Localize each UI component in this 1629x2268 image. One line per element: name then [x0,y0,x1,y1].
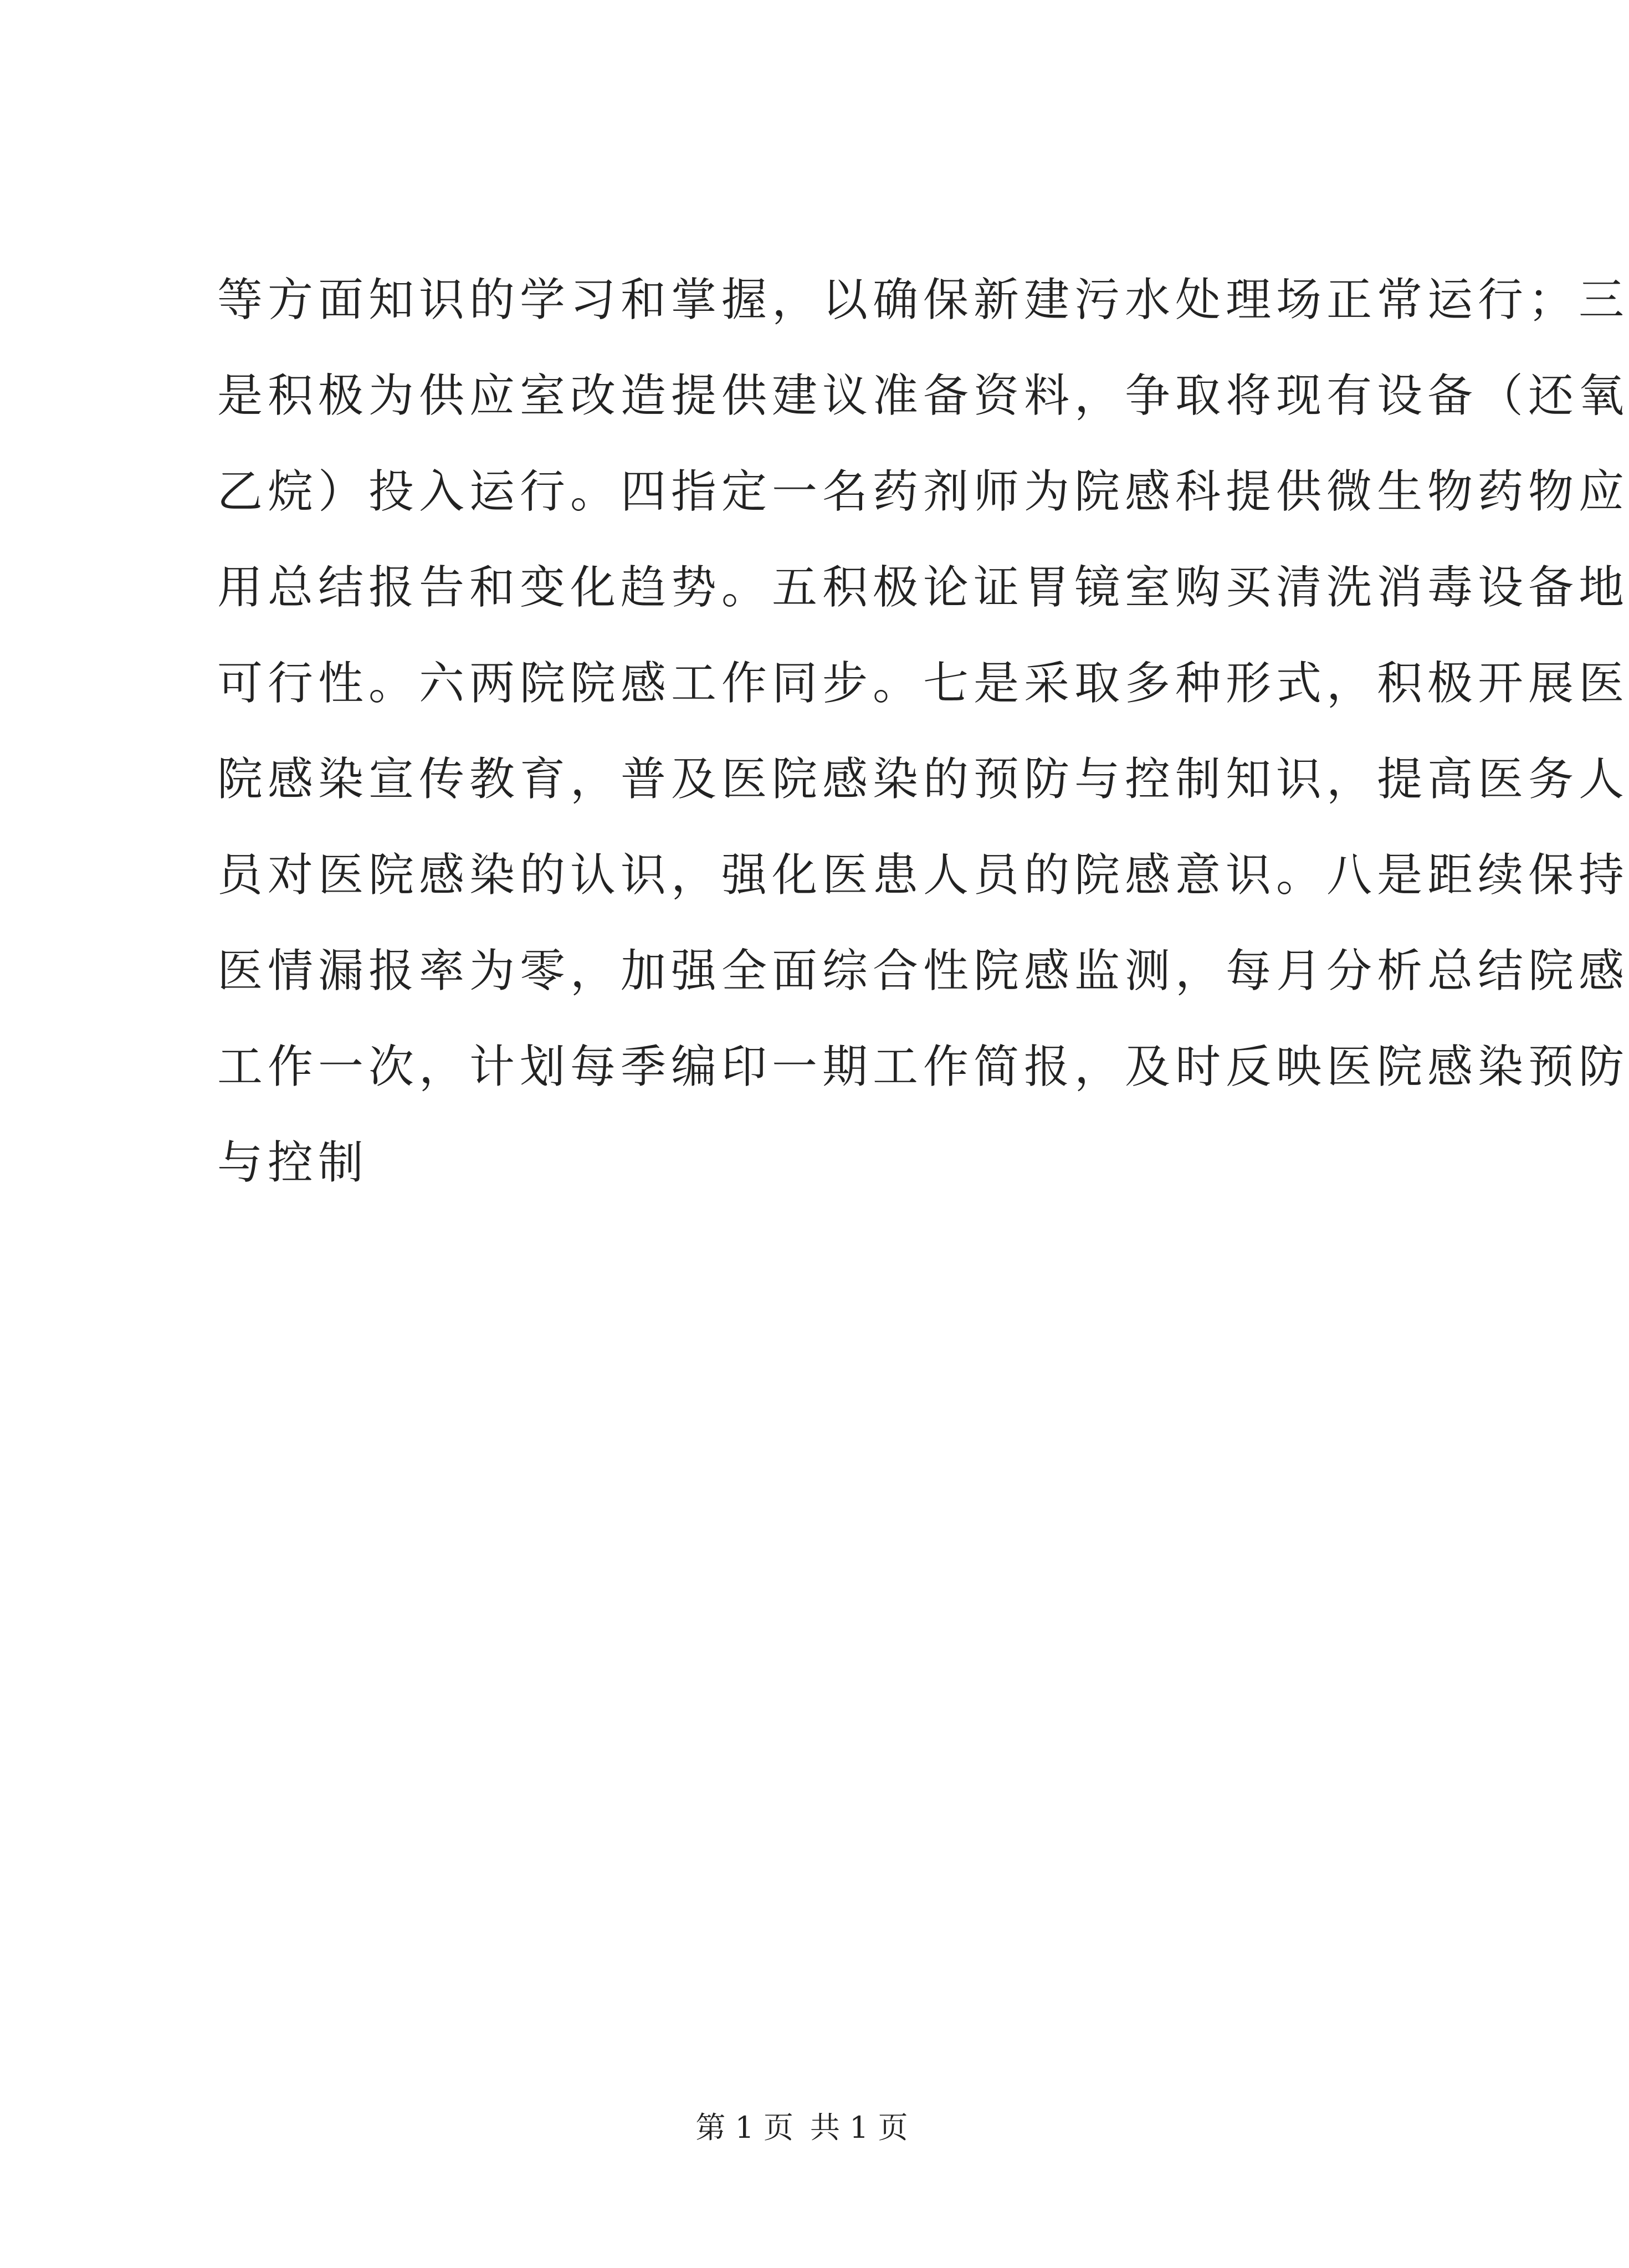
document-body [217,252,1629,1211]
page-total: 共 1 页 [810,2110,908,2145]
body-line: 等方面知识的学习和掌握，以确保新建污水处理场正常运行；三 [217,274,1629,326]
body-line: 可行性。六两院院感工作同步。七是采取多种形式，积极开展医 [217,657,1629,710]
body-line: 医情漏报率为零，加强全面综合性院感监测，每月分析总结院感 [217,945,1629,997]
body-line: 工作一次，计划每季编印一期工作简报，及时反映医院感染预防 [217,1041,1629,1093]
page-number: 第 1 页 [695,2110,793,2145]
body-line: 员对医院感染的认识，强化医患人员的院感意识。八是距续保持 [217,849,1629,902]
page-footer [0,2108,1604,2147]
body-line: 与控制 [217,1136,369,1189]
body-line: 用总结报告和变化趋势。五积极论证胃镜室购买清洗消毒设备地 [217,561,1629,614]
body-line: 院感染宣传教育，普及医院感染的预防与控制知识，提高医务人 [217,753,1629,806]
body-line: 是积极为供应室改造提供建议准备资料，争取将现有设备（还氧 [217,370,1629,422]
body-line: 乙烷）投入运行。四指定一名药剂师为院感科提供微生物药物应 [217,465,1629,518]
